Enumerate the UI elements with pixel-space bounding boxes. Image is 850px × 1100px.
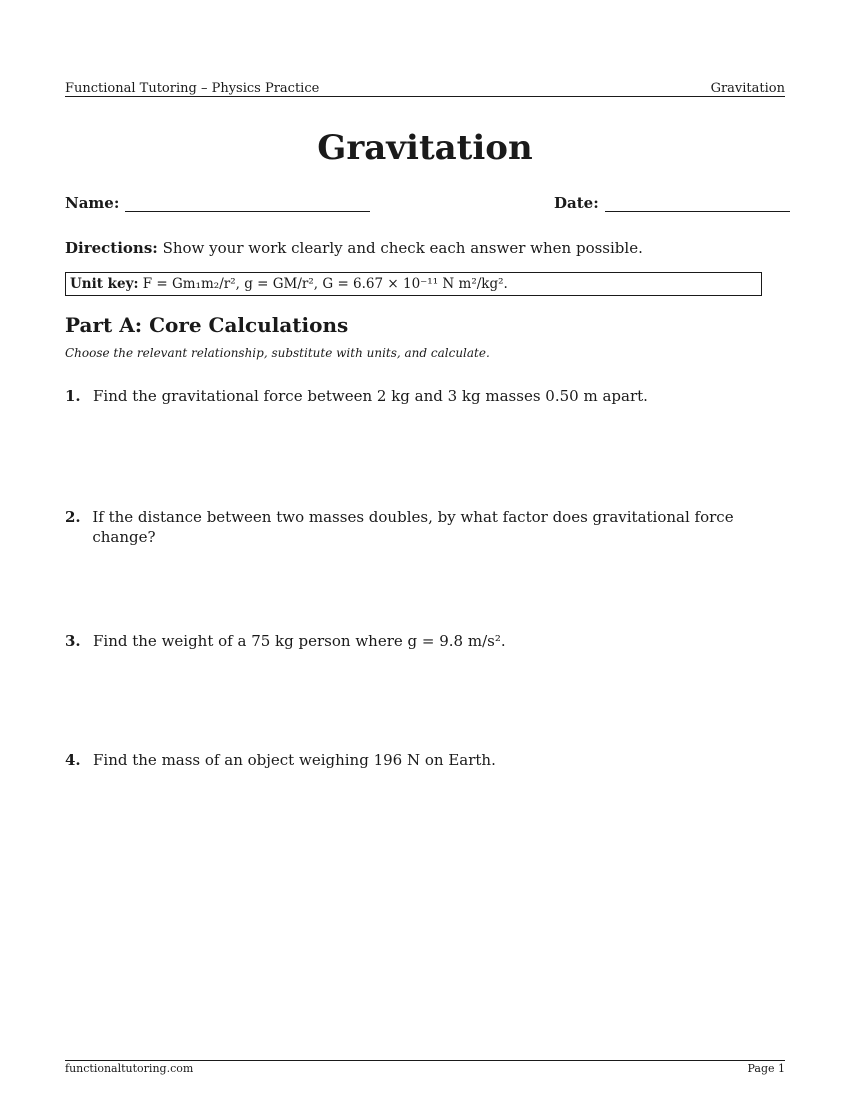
question-number: 4. [65, 751, 81, 769]
directions [65, 238, 785, 258]
unit-key-force-formula: F = Gm₁m₂/r² [142, 276, 236, 292]
unit-key-g-formula: g = GM/r² [244, 276, 314, 292]
page-footer [65, 1062, 785, 1076]
header-topic: Gravitation [710, 81, 785, 96]
question-4 [65, 750, 785, 770]
question-number: 1. [65, 387, 81, 405]
name-field[interactable] [65, 194, 370, 212]
question-text: Find the weight of a 75 kg person where g = 9.8 m/s². [93, 632, 506, 650]
question-3 [65, 631, 785, 651]
date-label: Date: [554, 194, 599, 212]
question-number: 2. [65, 508, 81, 526]
unit-key-box: Unit key: F = Gm₁m₂/r², g = GM/r², G = 6.67 × 10⁻¹¹ N m²/kg². [65, 272, 762, 296]
directions-label: Directions: [65, 239, 158, 257]
footer-website: functionaltutoring.com [65, 1062, 194, 1075]
student-info-row [65, 194, 785, 216]
name-blank-line[interactable] [125, 197, 370, 212]
name-label: Name: [65, 194, 120, 212]
page-header [65, 78, 785, 96]
header-divider [65, 96, 785, 97]
part-a-title: Part A: Core Calculations [65, 313, 349, 337]
date-field[interactable] [554, 194, 790, 212]
part-a-instructions: Choose the relevant relationship, substitute with units, and calculate. [65, 346, 490, 360]
question-1 [65, 386, 785, 406]
worksheet-title: Gravitation [317, 128, 533, 168]
question-number: 3. [65, 632, 81, 650]
date-blank-line[interactable] [605, 197, 790, 212]
footer-page-number: Page 1 [747, 1062, 785, 1075]
question-text: Find the gravitational force between 2 kg and 3 kg masses 0.50 m apart. [93, 387, 648, 405]
question-text: Find the mass of an object weighing 196 N on Earth. [93, 751, 496, 769]
question-text: If the distance between two masses doubles, by what factor does gravitational force change? [92, 508, 734, 546]
question-2 [65, 507, 785, 547]
unit-key-label: Unit key: [70, 276, 139, 292]
unit-key-constant: G = 6.67 × 10⁻¹¹ N m²/kg² [322, 276, 504, 292]
header-course-title: Functional Tutoring – Physics Practice [65, 81, 320, 96]
directions-text: Show your work clearly and check each answer when possible. [157, 239, 643, 257]
footer-divider [65, 1060, 785, 1061]
